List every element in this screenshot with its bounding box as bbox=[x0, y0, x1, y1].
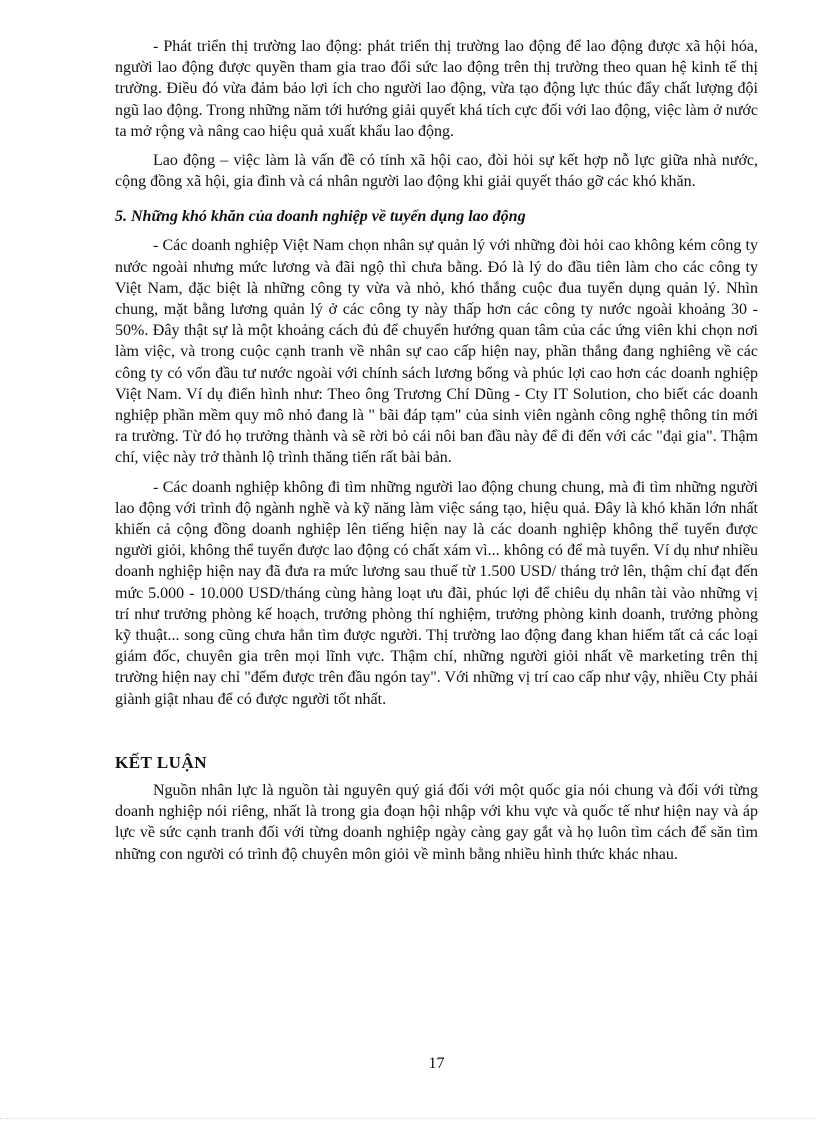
paragraph-skilled-workers: - Các doanh nghiệp không đi tìm những người lao động chung chung, mà đi tìm những người lao động với trình độ ngành nghề và kỹ năng làm việc sáng tạo, hiệu quả. Đây là khó khăn lớn nhất khiến cả cộng đồng doanh nghiệp lên tiếng hiện nay là các doanh nghiệp không thể tuyển được người giỏi, không thể tuyển được lao động có chất xám vì... không có để mà tuyển. Ví dụ như nhiều doanh nghiệp hiện nay đã đưa ra mức lương sau thuế từ 1.500 USD/ tháng trở lên, thậm chí đạt đến mức 5.000 - 10.000 USD/tháng cùng hàng loạt ưu đãi, phúc lợi để chiêu dụ nhân tài vào những vị trí như trưởng phòng kế hoạch, trưởng phòng thí nghiệm, trưởng phòng kinh doanh, trưởng phòng kỹ thuật... song cũng chưa hẳn tìm được người. Thị trường lao động đang khan hiếm tất cả các loại giám đốc, chuyên gia trên mọi lĩnh vực. Thậm chí, những người giỏi nhất về marketing trên thị trường hiện nay chỉ "đếm được trên đầu ngón tay". Với những vị trí cao cấp như vậy, nhiều Cty phải giành giật nhau để có được người tốt nhất. bbox=[115, 478, 758, 708]
page-number: 17 bbox=[428, 1055, 445, 1072]
paragraph-labor-market: - Phát triển thị trường lao động: phát triển thị trường lao động để lao động được xã hội hóa, người lao động được quyền tham gia trao đổi sức lao động trên thị trường theo quan hệ kinh tế thị trường. Điều đó vừa đảm bảo lợi ích cho người lao động, vừa tạo động lực thúc đẩy chất lượng đội ngũ lao động. Trong những năm tới hướng giải quyết khá tích cực đối với lao động, việc làm ở nước ta mở rộng và nâng cao hiệu quả xuất khẩu lao động. bbox=[115, 38, 758, 140]
footer-divider bbox=[0, 1118, 816, 1119]
section-heading-recruitment-difficulties: 5. Những khó khăn của doanh nghiệp về tuyển dụng lao động bbox=[115, 208, 526, 226]
paragraph-labor-employment: Lao động – việc làm là vấn đề có tính xã hội cao, đòi hỏi sự kết hợp nỗ lực giữa nhà nước, cộng đồng xã hội, gia đình và cá nhân người lao động khi giải quyết tháo gỡ các khó khăn. bbox=[115, 152, 758, 191]
paragraph-conclusion: Nguồn nhân lực là nguồn tài nguyên quý giá đối với một quốc gia nói chung và đối với từng doanh nghiệp nói riêng, nhất là trong gia đoạn hội nhập với khu vực và quốc tế như hiện nay và áp lực về sức cạnh tranh đối với từng doanh nghiệp ngày càng gay gắt và họ luôn tìm cách để săn tìm những con người có trình độ chuyên môn giỏi về mình bằng nhiều hình thức khác nhau. bbox=[115, 781, 758, 863]
conclusion-heading: KẾT LUẬN bbox=[115, 752, 208, 772]
document-page bbox=[115, 36, 758, 1072]
paragraph-vietnamese-enterprises: - Các doanh nghiệp Việt Nam chọn nhân sự quản lý với những đòi hỏi cao không kém công ty nước ngoài nhưng mức lương và đãi ngộ thì chưa bằng. Đó là lý do đầu tiên làm cho các công ty Việt Nam, đặc biệt là những công ty vừa và nhỏ, khó thắng cuộc đua tuyển dụng quản lý. Nhìn chung, mặt bằng lương quản lý ở các công ty này thấp hơn các công ty nước ngoài khoảng 30 - 50%. Đây thật sự là một khoảng cách đủ để chuyển hướng quan tâm của các ứng viên khi chọn nơi làm việc, và trong cuộc cạnh tranh về nhân sự cao cấp hiện nay, phần thắng đang nghiêng về các công ty có vốn đầu tư nước ngoài với chính sách lương bổng và phúc lợi cao hơn các doanh nghiệp Việt Nam. Ví dụ điển hình như: Theo ông Trương Chí Dũng - Cty IT Solution, cho biết các doanh nghiệp phần mềm quy mô nhỏ đang là " bãi đáp tạm" của sinh viên ngành công nghệ thông tin mới ra trường. Từ đó họ trưởng thành và sẽ rời bỏ cái nôi ban đầu này để đi đến với các "đại gia". Thậm chí, việc này trở thành lộ trình thăng tiến rất bài bản. bbox=[115, 237, 758, 467]
